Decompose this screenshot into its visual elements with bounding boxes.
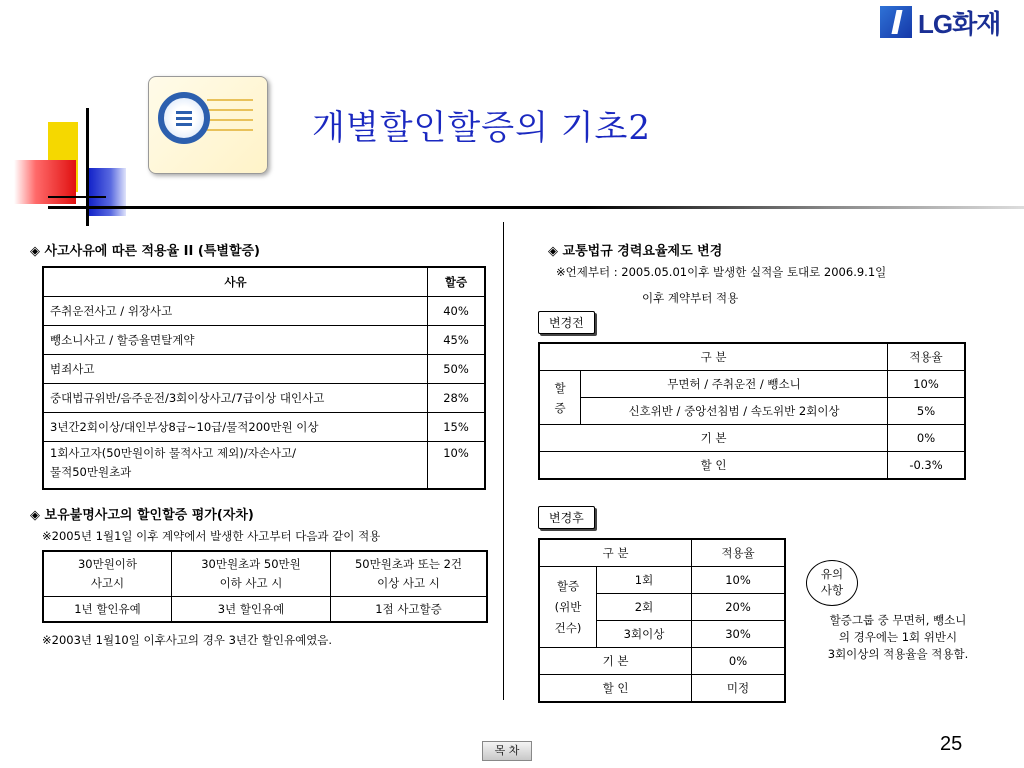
cell-line: 증 xyxy=(554,400,566,415)
after-change-table xyxy=(538,538,786,703)
table-cell: 미정 xyxy=(692,675,786,703)
bubble-line: 유의 xyxy=(820,567,844,581)
table-cell: 2회 xyxy=(597,594,692,621)
note-line: 3회이상의 적용율을 적용함. xyxy=(827,647,969,661)
accident-reason-table xyxy=(42,266,486,490)
table-row xyxy=(43,297,485,326)
section-title-traffic-law: ◈ 교통법규 경력요율제도 변경 xyxy=(548,244,723,259)
table-of-contents-button[interactable]: 목 차 xyxy=(482,741,532,761)
lg-logo-icon xyxy=(880,6,912,38)
decor-short-line xyxy=(48,196,106,198)
table-row xyxy=(43,355,485,384)
column-divider xyxy=(503,222,504,700)
note-line: 할증그룹 중 무면허, 뺑소니 xyxy=(829,613,967,627)
table-cell: 신호위반 / 중앙선침범 / 속도위반 2회이상 xyxy=(581,398,888,425)
caution-bubble xyxy=(806,560,858,606)
cell-line: 30만원이하 xyxy=(77,557,138,571)
note-line-1: ※언제부터 : 2005.05.01이후 발생한 실적을 토대로 2006.9.1일 xyxy=(556,265,887,279)
table-header xyxy=(331,551,488,597)
cell-line: 할 xyxy=(554,380,566,395)
table-cell: -0.3% xyxy=(888,452,966,480)
table-cell: 1회 xyxy=(597,567,692,594)
note-line: 의 경우에는 1회 위반시 xyxy=(838,630,958,644)
table-row xyxy=(43,442,485,490)
cell-line: 30만원초과 50만원 xyxy=(201,557,301,571)
table-header: 적용율 xyxy=(692,539,786,567)
table-header: 적용율 xyxy=(888,343,966,371)
table-row xyxy=(539,371,965,398)
table-header: 구 분 xyxy=(539,343,888,371)
table-header xyxy=(172,551,331,597)
section-title-accident-reason: ◈ 사고사유에 따른 적용율 II (특별할증) xyxy=(30,244,260,259)
table-row xyxy=(539,398,965,425)
table-cell: 3회이상 xyxy=(597,621,692,648)
page-title: 개별할인할증의 기초2 xyxy=(312,108,652,148)
table-cell: 50% xyxy=(428,355,486,384)
section-note: ※2005년 1월1일 이후 계약에서 발생한 사고부터 다음과 같이 적용 xyxy=(42,529,381,543)
cell-line: 물적50만원초과 xyxy=(50,465,132,479)
table-row xyxy=(539,452,965,480)
table-cell: 15% xyxy=(428,413,486,442)
table-cell: 20% xyxy=(692,594,786,621)
table-cell: 28% xyxy=(428,384,486,413)
table-cell: 10% xyxy=(692,567,786,594)
group-label xyxy=(539,371,581,425)
magnifier-icon xyxy=(158,92,210,144)
group-label xyxy=(539,567,597,648)
table-cell: 0% xyxy=(888,425,966,452)
table-cell: 0% xyxy=(692,648,786,675)
table-cell: 기 본 xyxy=(539,425,888,452)
table-cell: 40% xyxy=(428,297,486,326)
before-change-label: 변경전 xyxy=(538,311,595,334)
cell-line: 건수) xyxy=(554,620,582,635)
before-change-table xyxy=(538,342,966,480)
cell-line: 1회사고자(50만원이하 물적사고 제외)/자손사고/ xyxy=(50,446,296,460)
cell-line: 이하 사고 시 xyxy=(219,576,283,590)
header-rule xyxy=(48,206,1024,209)
table-cell: 3년간2회이상/대인부상8급~10급/물적200만원 이상 xyxy=(43,413,428,442)
table-cell: 할 인 xyxy=(539,452,888,480)
table-cell: 할 인 xyxy=(539,675,692,703)
bubble-line: 사항 xyxy=(820,583,844,597)
table-cell: 45% xyxy=(428,326,486,355)
table-row xyxy=(539,675,785,703)
table-header xyxy=(43,551,172,597)
company-logo xyxy=(880,4,1000,40)
cell-line: 50만원초과 또는 2건 xyxy=(354,557,463,571)
cell-line: 사고시 xyxy=(90,576,125,590)
table-cell: 기 본 xyxy=(539,648,692,675)
table-cell xyxy=(43,442,428,490)
unknown-owner-table xyxy=(42,550,488,623)
after-change-label: 변경후 xyxy=(538,506,595,529)
footnote: ※2003년 1월10일 이후사고의 경우 3년간 할인유예였음. xyxy=(42,633,333,647)
table-cell: 3년 할인유예 xyxy=(172,597,331,623)
table-cell: 무면허 / 주취운전 / 뺑소니 xyxy=(581,371,888,398)
table-row xyxy=(43,413,485,442)
table-row xyxy=(539,648,785,675)
table-cell: 30% xyxy=(692,621,786,648)
page-number: 25 xyxy=(940,733,963,755)
table-cell: 주취운전사고 / 위장사고 xyxy=(43,297,428,326)
table-header: 구 분 xyxy=(539,539,692,567)
table-row xyxy=(43,384,485,413)
table-cell: 10% xyxy=(888,371,966,398)
cell-line: (위반 xyxy=(554,599,582,614)
table-row xyxy=(539,425,965,452)
table-cell: 1년 할인유예 xyxy=(43,597,172,623)
table-cell: 범죄사고 xyxy=(43,355,428,384)
table-row xyxy=(539,567,785,594)
caution-note xyxy=(806,612,990,663)
table-row xyxy=(43,597,487,623)
section-title-unknown-owner: ◈ 보유불명사고의 할인할증 평가(자차) xyxy=(30,508,254,523)
logo-text: LG화재 xyxy=(918,8,1001,39)
table-cell: 1점 사고할증 xyxy=(331,597,488,623)
note-line-2: 이후 계약부터 적용 xyxy=(642,291,739,305)
table-row xyxy=(43,326,485,355)
cell-line: 할증 xyxy=(556,578,580,593)
table-cell: 중대법규위반/음주운전/3회이상사고/7급이상 대인사고 xyxy=(43,384,428,413)
table-header: 사유 xyxy=(43,267,428,297)
table-cell: 뺑소니사고 / 할증율면탈계약 xyxy=(43,326,428,355)
cell-line: 이상 사고 시 xyxy=(377,576,440,590)
table-cell: 10% xyxy=(428,442,486,490)
table-cell: 5% xyxy=(888,398,966,425)
table-header: 할증 xyxy=(428,267,486,297)
